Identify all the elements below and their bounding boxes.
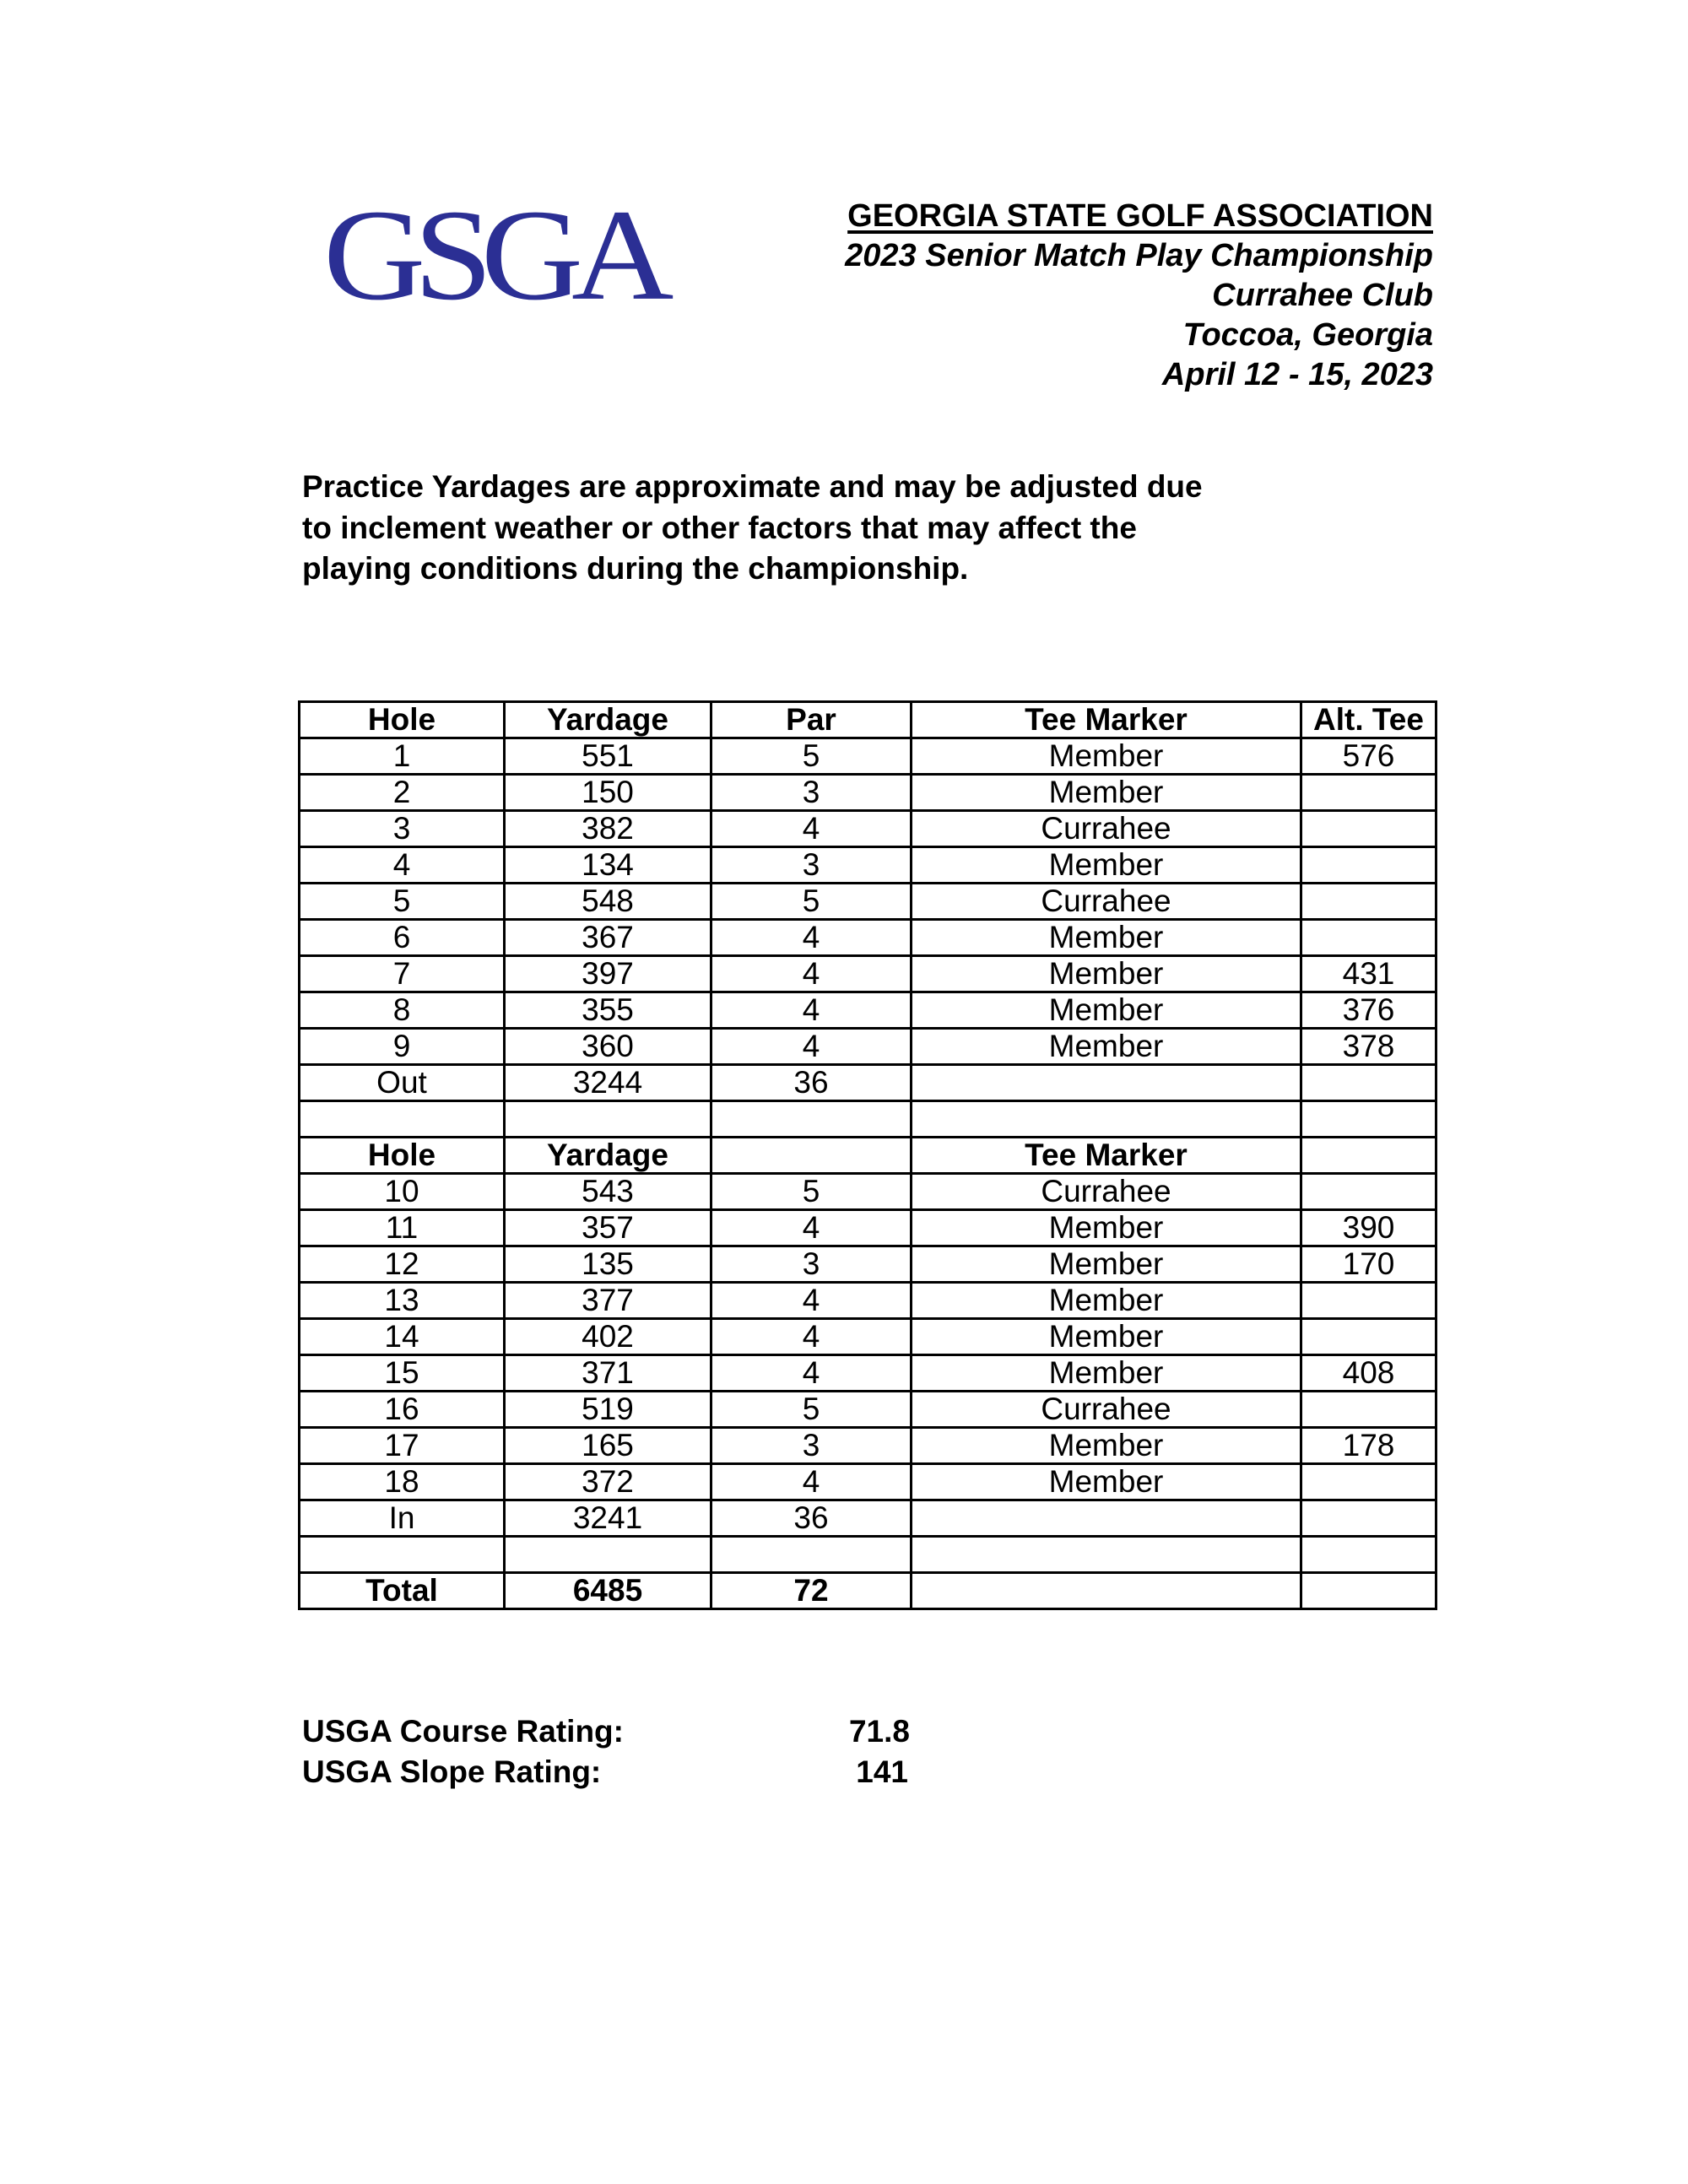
hole-cell <box>300 1101 505 1138</box>
yardage-cell <box>505 1537 711 1573</box>
alt-tee-cell: Alt. Tee <box>1301 702 1436 738</box>
yardage-cell: 551 <box>505 738 711 775</box>
alt-tee-cell: 178 <box>1301 1428 1436 1464</box>
tee-marker-cell: Member <box>912 1319 1301 1355</box>
par-cell: 36 <box>711 1500 912 1537</box>
alt-tee-cell <box>1301 1573 1436 1609</box>
alt-tee-cell: 376 <box>1301 992 1436 1029</box>
tee-marker-cell: Member <box>912 992 1301 1029</box>
par-cell: 4 <box>711 956 912 992</box>
tee-marker-cell <box>912 1537 1301 1573</box>
hole-cell: 6 <box>300 920 505 956</box>
yardage-notice <box>302 467 1315 590</box>
yardage-cell: 135 <box>505 1246 711 1283</box>
table-row <box>300 847 1436 884</box>
hole-cell: 15 <box>300 1355 505 1392</box>
tee-marker-cell: Member <box>912 956 1301 992</box>
yardage-cell: Yardage <box>505 1138 711 1174</box>
table-header-row <box>300 1138 1436 1174</box>
in-subtotal-row <box>300 1500 1436 1537</box>
alt-tee-cell: 576 <box>1301 738 1436 775</box>
par-cell: 5 <box>711 884 912 920</box>
par-cell: 72 <box>711 1573 912 1609</box>
alt-tee-cell <box>1301 1537 1436 1573</box>
alt-tee-cell: 378 <box>1301 1029 1436 1065</box>
tee-marker-cell: Member <box>912 775 1301 811</box>
notice-line: to inclement weather or other factors that may affect the <box>302 510 1137 545</box>
alt-tee-cell <box>1301 847 1436 884</box>
hole-cell: 14 <box>300 1319 505 1355</box>
table-row <box>300 811 1436 847</box>
table-row <box>300 920 1436 956</box>
table-row <box>300 1319 1436 1355</box>
par-cell: 5 <box>711 1174 912 1210</box>
table-row <box>300 884 1436 920</box>
par-cell: 3 <box>711 775 912 811</box>
hole-cell: Hole <box>300 1138 505 1174</box>
location: Toccoa, Georgia <box>1182 317 1433 353</box>
tee-marker-cell <box>912 1101 1301 1138</box>
hole-cell: 16 <box>300 1392 505 1428</box>
tee-marker-cell <box>912 1065 1301 1101</box>
hole-cell: 17 <box>300 1428 505 1464</box>
par-cell: 4 <box>711 1210 912 1246</box>
table-row <box>300 1392 1436 1428</box>
yardage-cell: 382 <box>505 811 711 847</box>
out-subtotal-row <box>300 1065 1436 1101</box>
yardage-cell: 377 <box>505 1283 711 1319</box>
tee-marker-cell: Tee Marker <box>912 702 1301 738</box>
hole-cell: 18 <box>300 1464 505 1500</box>
table-row <box>300 1283 1436 1319</box>
tee-marker-cell <box>912 1500 1301 1537</box>
tee-marker-cell: Currahee <box>912 1174 1301 1210</box>
yardage-cell: 165 <box>505 1428 711 1464</box>
tee-marker-cell: Tee Marker <box>912 1138 1301 1174</box>
par-cell: Par <box>711 702 912 738</box>
yardage-cell: 402 <box>505 1319 711 1355</box>
alt-tee-cell <box>1301 1174 1436 1210</box>
yardage-cell: 372 <box>505 1464 711 1500</box>
par-cell: 4 <box>711 920 912 956</box>
table-row <box>300 1029 1436 1065</box>
yardage-cell: 3241 <box>505 1500 711 1537</box>
alt-tee-cell <box>1301 1319 1436 1355</box>
tee-marker-cell: Currahee <box>912 884 1301 920</box>
table-row <box>300 1210 1436 1246</box>
par-cell: 4 <box>711 992 912 1029</box>
tee-marker-cell: Member <box>912 1428 1301 1464</box>
notice-line: playing conditions during the championship. <box>302 551 969 586</box>
slope-rating-row <box>302 1752 910 1792</box>
course-rating-value: 71.8 <box>848 1714 910 1749</box>
tee-marker-cell: Member <box>912 738 1301 775</box>
yardage-cell: 371 <box>505 1355 711 1392</box>
hole-cell: In <box>300 1500 505 1537</box>
course-rating-label: USGA Course Rating: <box>302 1714 624 1749</box>
hole-cell: 11 <box>300 1210 505 1246</box>
yardage-cell: 397 <box>505 956 711 992</box>
tee-marker-cell: Member <box>912 1283 1301 1319</box>
table-header-row <box>300 702 1436 738</box>
yardage-cell: 150 <box>505 775 711 811</box>
yardage-cell: 357 <box>505 1210 711 1246</box>
par-cell: 4 <box>711 1355 912 1392</box>
total-row <box>300 1573 1436 1609</box>
par-cell: 3 <box>711 847 912 884</box>
event-title: 2023 Senior Match Play Championship <box>845 238 1433 273</box>
yardage-table <box>298 700 1437 1610</box>
alt-tee-cell <box>1301 1101 1436 1138</box>
yardage-cell: 519 <box>505 1392 711 1428</box>
hole-cell: 4 <box>300 847 505 884</box>
table-row <box>300 1464 1436 1500</box>
alt-tee-cell <box>1301 884 1436 920</box>
spacer-row <box>300 1101 1436 1138</box>
alt-tee-cell: 170 <box>1301 1246 1436 1283</box>
yardage-cell: 134 <box>505 847 711 884</box>
gsga-logo: GSGA <box>323 182 663 327</box>
course-rating-row <box>302 1711 910 1752</box>
par-cell: 4 <box>711 1319 912 1355</box>
hole-cell <box>300 1537 505 1573</box>
yardage-cell <box>505 1101 711 1138</box>
par-cell <box>711 1537 912 1573</box>
hole-cell: 10 <box>300 1174 505 1210</box>
alt-tee-cell <box>1301 920 1436 956</box>
venue: Currahee Club <box>1212 278 1433 313</box>
slope-rating-label: USGA Slope Rating: <box>302 1754 602 1789</box>
tee-marker-cell: Currahee <box>912 1392 1301 1428</box>
alt-tee-cell <box>1301 1065 1436 1101</box>
table-row <box>300 956 1436 992</box>
hole-cell: 12 <box>300 1246 505 1283</box>
yardage-cell: 367 <box>505 920 711 956</box>
yardage-cell: 548 <box>505 884 711 920</box>
tee-marker-cell: Member <box>912 920 1301 956</box>
hole-cell: 1 <box>300 738 505 775</box>
slope-rating-value: 141 <box>856 1754 908 1789</box>
par-cell <box>711 1138 912 1174</box>
par-cell <box>711 1101 912 1138</box>
table-row <box>300 775 1436 811</box>
tee-marker-cell: Member <box>912 1246 1301 1283</box>
hole-cell: Out <box>300 1065 505 1101</box>
table-row <box>300 1428 1436 1464</box>
hole-cell: 5 <box>300 884 505 920</box>
par-cell: 4 <box>711 1283 912 1319</box>
table-row <box>300 992 1436 1029</box>
document-header <box>845 196 1433 395</box>
tee-marker-cell: Member <box>912 1210 1301 1246</box>
alt-tee-cell <box>1301 1392 1436 1428</box>
par-cell: 5 <box>711 738 912 775</box>
alt-tee-cell <box>1301 1138 1436 1174</box>
hole-cell: 8 <box>300 992 505 1029</box>
tee-marker-cell <box>912 1573 1301 1609</box>
alt-tee-cell: 431 <box>1301 956 1436 992</box>
yardage-cell: Yardage <box>505 702 711 738</box>
hole-cell: Hole <box>300 702 505 738</box>
yardage-cell: 6485 <box>505 1573 711 1609</box>
par-cell: 4 <box>711 1029 912 1065</box>
yardage-cell: 3244 <box>505 1065 711 1101</box>
tee-marker-cell: Member <box>912 847 1301 884</box>
hole-cell: 3 <box>300 811 505 847</box>
par-cell: 4 <box>711 1464 912 1500</box>
alt-tee-cell: 408 <box>1301 1355 1436 1392</box>
table-row <box>300 1174 1436 1210</box>
dates: April 12 - 15, 2023 <box>1161 357 1433 392</box>
table-row <box>300 1246 1436 1283</box>
yardage-cell: 355 <box>505 992 711 1029</box>
alt-tee-cell <box>1301 775 1436 811</box>
alt-tee-cell <box>1301 1464 1436 1500</box>
par-cell: 5 <box>711 1392 912 1428</box>
alt-tee-cell: 390 <box>1301 1210 1436 1246</box>
usga-ratings <box>302 1711 910 1792</box>
hole-cell: 9 <box>300 1029 505 1065</box>
par-cell: 4 <box>711 811 912 847</box>
hole-cell: Total <box>300 1573 505 1609</box>
notice-line: Practice Yardages are approximate and may be adjusted due <box>302 469 1203 504</box>
table-row <box>300 1355 1436 1392</box>
tee-marker-cell: Member <box>912 1029 1301 1065</box>
yardage-cell: 360 <box>505 1029 711 1065</box>
organization-title: GEORGIA STATE GOLF ASSOCIATION <box>847 198 1433 234</box>
hole-cell: 2 <box>300 775 505 811</box>
par-cell: 3 <box>711 1428 912 1464</box>
tee-marker-cell: Member <box>912 1355 1301 1392</box>
table-row <box>300 738 1436 775</box>
tee-marker-cell: Member <box>912 1464 1301 1500</box>
hole-cell: 13 <box>300 1283 505 1319</box>
alt-tee-cell <box>1301 1500 1436 1537</box>
par-cell: 3 <box>711 1246 912 1283</box>
spacer-row <box>300 1537 1436 1573</box>
alt-tee-cell <box>1301 1283 1436 1319</box>
alt-tee-cell <box>1301 811 1436 847</box>
yardage-cell: 543 <box>505 1174 711 1210</box>
hole-cell: 7 <box>300 956 505 992</box>
tee-marker-cell: Currahee <box>912 811 1301 847</box>
par-cell: 36 <box>711 1065 912 1101</box>
